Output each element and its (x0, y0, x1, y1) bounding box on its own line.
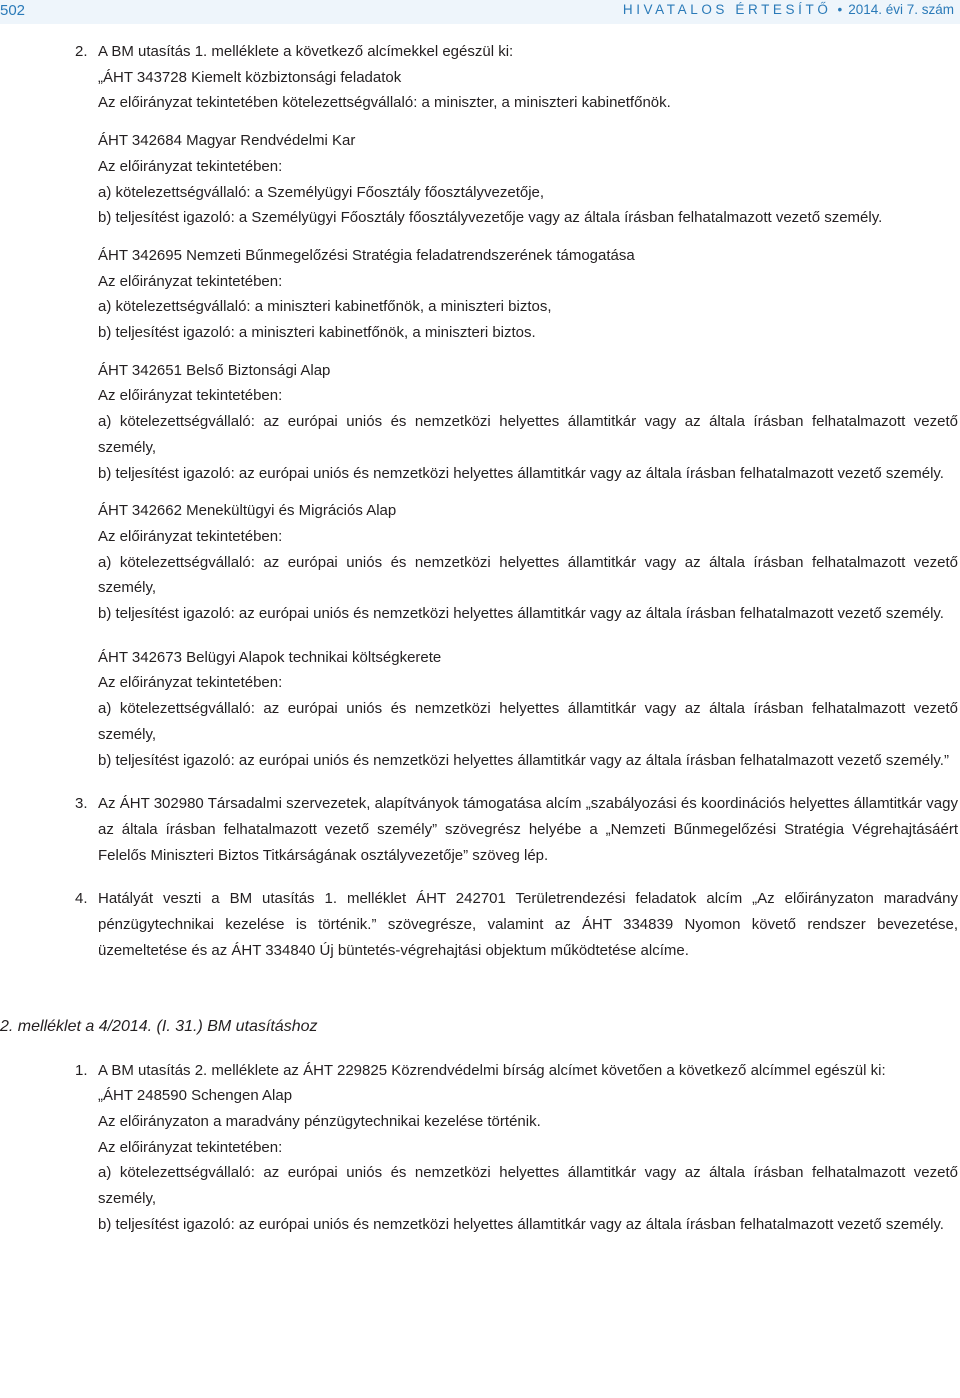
subsection-point-a: a) kötelezettségvállaló: az európai uniós és nemzetközi helyettes államtitkár vagy az általa írásban felhatalmazott vezető személy, (98, 700, 958, 743)
paragraph-line: Az előirányzaton a maradvány pénzügytechnikai kezelése történik. (98, 1112, 541, 1130)
subsection-title: ÁHT 342662 Menekültügyi és Migrációs Alap (98, 502, 397, 520)
subsection-point-a: a) kötelezettségvállaló: az európai uniós és nemzetközi helyettes államtitkár vagy az általa írásban felhatalmazott vezető személy, (98, 1164, 958, 1208)
subsection-title: ÁHT 342695 Nemzeti Bűnmegelőzési Stratégia feladatrendszerének támogatása (98, 246, 635, 264)
item-number: 4. (75, 890, 88, 908)
subsection-block (98, 128, 958, 231)
paragraph: Hatályát veszti a BM utasítás 1. melléklet ÁHT 242701 Területrendezési feladatok alcím „Az előirányzaton maradvány pénzügytechnikai kezelése is történik.” szövegrésze, valamint az ÁHT 334839 Nyomon követő rendszer bevezetése, üzemeltetése és az ÁHT 334840 Új büntetés-végrehajtási objektum működtetése alcíme. (98, 890, 958, 959)
subsection-point-a: a) kötelezettségvállaló: a Személyügyi Főosztály főosztályvezetője, (98, 183, 545, 201)
paragraph-line: „ÁHT 248590 Schengen Alap (98, 1087, 293, 1105)
paragraph-line: A BM utasítás 2. melléklete az ÁHT 229825 Közrendvédelmi bírság alcímet követően a következő alcímmel egészül ki: (98, 1061, 886, 1079)
paragraph: Az ÁHT 302980 Társadalmi szervezetek, alapítványok támogatása alcím „szabályozási és koordinációs helyettes államtitkár vagy az általa írásban felhatalmazott vezető személy” szövegrész helyébe a „Nemzeti Bűnmegelőzési Stratégia Végrehajtásáért Felelős Miniszteri Biztos Titkárságának osztályvezetője” szöveg lép. (98, 795, 958, 864)
journal-issue: 2014. évi 7. szám (848, 2, 954, 17)
list-item-4 (0, 886, 958, 963)
paragraph-line: A BM utasítás 1. melléklete a következő alcímekkel egészül ki: (98, 43, 514, 60)
subsection-point-b: b) teljesítést igazoló: az európai uniós és nemzetközi helyettes államtitkár vagy az általa írásban felhatalmazott vezető személy. (98, 464, 944, 482)
subsection-point-b: b) teljesítést igazoló: a Személyügyi Főosztály főosztályvezetője vagy az általa írásban felhatalmazott vezető személy. (98, 209, 883, 227)
list-item-3 (0, 791, 958, 868)
subsection-title: ÁHT 342651 Belső Biztonsági Alap (98, 361, 331, 379)
subsection-intro: Az előirányzat tekintetében: (98, 527, 283, 545)
subsection-intro: Az előirányzat tekintetében: (98, 272, 283, 290)
item-number: 1. (75, 1061, 88, 1079)
subsection-point-b: b) teljesítést igazoló: a miniszteri kabinetfőnök, a miniszteri biztos. (98, 324, 536, 342)
paragraph-line: „ÁHT 343728 Kiemelt közbiztonsági feladatok (98, 68, 402, 86)
subsection-block (98, 243, 958, 346)
subsection-intro: Az előirányzat tekintetében: (98, 157, 283, 175)
subsection-block (98, 645, 958, 774)
annex-title: 2. melléklet a 4/2014. (I. 31.) BM utasításhoz (0, 1017, 318, 1035)
subsection-point-a: a) kötelezettségvállaló: az európai uniós és nemzetközi helyettes államtitkár vagy az általa írásban felhatalmazott vezető személy, (98, 413, 958, 456)
journal-header (623, 2, 954, 17)
subsection-intro: Az előirányzat tekintetében: (98, 674, 283, 692)
page-number: 502 (0, 2, 26, 19)
subsection-block (98, 498, 958, 627)
subsection-point-a: a) kötelezettségvállaló: az európai uniós és nemzetközi helyettes államtitkár vagy az általa írásban felhatalmazott vezető személy, (98, 553, 958, 597)
subsection-point-b: b) teljesítést igazoló: az európai uniós és nemzetközi helyettes államtitkár vagy az általa írásban felhatalmazott vezető személy. (98, 1215, 944, 1233)
document-body (0, 39, 960, 1237)
item-number: 3. (75, 795, 88, 813)
header-separator: • (837, 2, 843, 17)
journal-title: HIVATALOS ÉRTESÍTŐ (622, 2, 832, 17)
list-item-2 (0, 39, 958, 773)
subsection-intro: Az előirányzat tekintetében: (98, 387, 283, 405)
subsection-point-a: a) kötelezettségvállaló: a miniszteri kabinetfőnök, a miniszteri biztos, (98, 298, 552, 316)
subsection-point-b: b) teljesítést igazoló: az európai uniós és nemzetközi helyettes államtitkár vagy az általa írásban felhatalmazott vezető személy. (98, 605, 944, 623)
subsection-block (98, 358, 958, 487)
paragraph-line: Az előirányzat tekintetében: (98, 1138, 283, 1156)
subsection-title: ÁHT 342673 Belügyi Alapok technikai költségkerete (98, 648, 442, 666)
subsection-title: ÁHT 342684 Magyar Rendvédelmi Kar (98, 132, 356, 150)
subsection-point-b: b) teljesítést igazoló: az európai uniós és nemzetközi helyettes államtitkár vagy az általa írásban felhatalmazott vezető személy.” (98, 751, 949, 769)
item-number: 2. (75, 43, 88, 60)
paragraph-line: Az előirányzat tekintetében kötelezettségvállaló: a miniszter, a miniszteri kabinetfőnök. (98, 94, 671, 112)
list-item-annex-1 (0, 1058, 958, 1238)
